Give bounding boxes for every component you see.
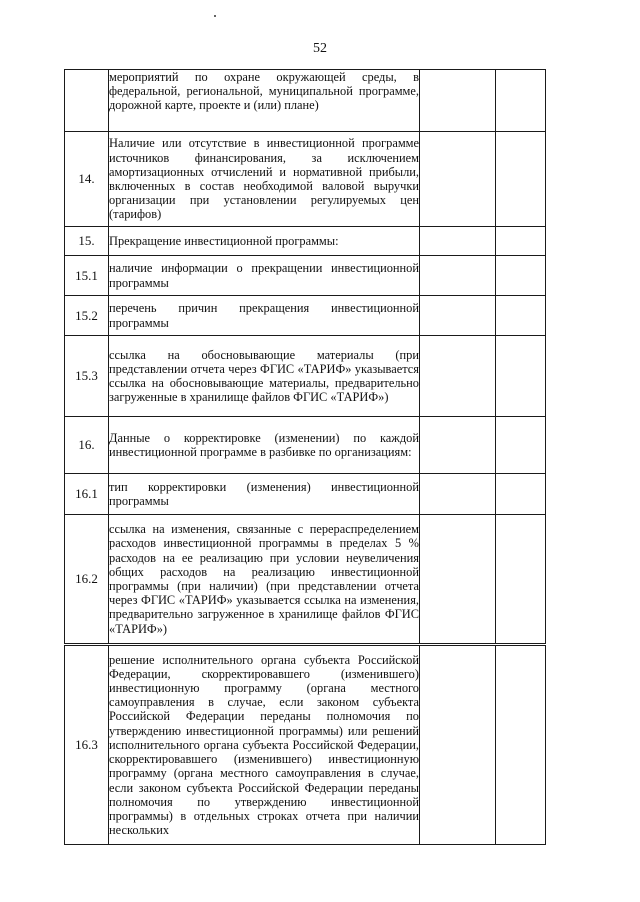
row-description: тип корректировки (изменения) инвестиционной программы bbox=[109, 474, 420, 515]
value-cell bbox=[420, 296, 496, 336]
page-number: 52 bbox=[313, 41, 327, 56]
row-description: ссылка на обосновывающие материалы (при представлении отчета через ФГИС «ТАРИФ» указывается ссылка на обосновывающие материалы, предварительно загруженные в хранилище файлов ФГИС «ТАРИФ») bbox=[109, 336, 420, 417]
row-number: 15.1 bbox=[65, 256, 109, 296]
value-cell bbox=[420, 132, 496, 227]
scan-speck bbox=[214, 15, 216, 17]
row-number: 14. bbox=[65, 132, 109, 227]
value-cell bbox=[420, 515, 496, 645]
note-cell bbox=[496, 296, 546, 336]
value-cell bbox=[420, 70, 496, 132]
value-cell bbox=[420, 336, 496, 417]
table-row bbox=[65, 515, 546, 645]
report-table bbox=[64, 69, 546, 845]
table-row bbox=[65, 474, 546, 515]
row-number: 15. bbox=[65, 227, 109, 256]
row-description: решение исполнительного органа субъекта Российской Федерации, скорректировавшего (изменившего) инвестиционную программу (органа местного самоуправления в случае, если законом субъекта Российской Федерации переданы полномочия по утверждению инвестиционной программы) или решений исполнительного органа субъекта Российской Федерации, скорректировавшего (изменившего) инвестиционную программу (органа местного самоуправления в случае, если законом субъекта Российской Федерации переданы полномочия по утверждению инвестиционной программы) в отдельных строках отчета при наличии нескольких bbox=[109, 645, 420, 845]
note-cell bbox=[496, 70, 546, 132]
value-cell bbox=[420, 227, 496, 256]
row-description: Наличие или отсутствие в инвестиционной программе источников финансирования, за исключением амортизационных отчислений и нормативной прибыли, включенных в состав необходимой валовой выручки организации при установлении регулируемых цен (тарифов) bbox=[109, 132, 420, 227]
note-cell bbox=[496, 336, 546, 417]
value-cell bbox=[420, 256, 496, 296]
note-cell bbox=[496, 132, 546, 227]
table-row bbox=[65, 417, 546, 474]
note-cell bbox=[496, 645, 546, 845]
value-cell bbox=[420, 474, 496, 515]
note-cell bbox=[496, 417, 546, 474]
row-description: ссылка на изменения, связанные с перераспределением расходов инвестиционной программы в пределах 5 % расходов на ее реализацию при условии неувеличения общих расходов на реализацию инвестиционной программы (при наличии) (при представлении отчета через ФГИС «ТАРИФ» указывается ссылка на изменения, предварительно загруженное в хранилище файлов ФГИС «ТАРИФ») bbox=[109, 515, 420, 645]
table-row bbox=[65, 70, 546, 132]
row-description: наличие информации о прекращении инвестиционной программы bbox=[109, 256, 420, 296]
row-description: мероприятий по охране окружающей среды, в федеральной, региональной, муниципальной программе, дорожной карте, проекте и (или) плане) bbox=[109, 70, 420, 132]
table-row bbox=[65, 256, 546, 296]
row-number: 16.2 bbox=[65, 515, 109, 645]
value-cell bbox=[420, 645, 496, 845]
row-number: 16. bbox=[65, 417, 109, 474]
note-cell bbox=[496, 227, 546, 256]
table-row bbox=[65, 296, 546, 336]
value-cell bbox=[420, 417, 496, 474]
row-description: Прекращение инвестиционной программы: bbox=[109, 227, 420, 256]
note-cell bbox=[496, 515, 546, 645]
row-number: 16.1 bbox=[65, 474, 109, 515]
table-row bbox=[65, 336, 546, 417]
row-description: Данные о корректировке (изменении) по каждой инвестиционной программе в разбивке по организациям: bbox=[109, 417, 420, 474]
table-row bbox=[65, 227, 546, 256]
row-number: 15.3 bbox=[65, 336, 109, 417]
note-cell bbox=[496, 256, 546, 296]
note-cell bbox=[496, 474, 546, 515]
table-row bbox=[65, 132, 546, 227]
row-number: 15.2 bbox=[65, 296, 109, 336]
row-number bbox=[65, 70, 109, 132]
table-row bbox=[65, 645, 546, 845]
row-description: перечень причин прекращения инвестиционной программы bbox=[109, 296, 420, 336]
row-number: 16.3 bbox=[65, 645, 109, 845]
